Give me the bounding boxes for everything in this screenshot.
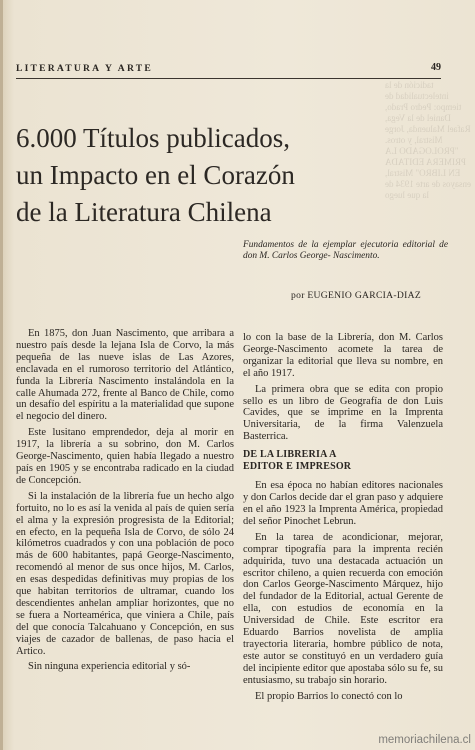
- paragraph: El propio Barrios lo conectó con lo: [255, 690, 403, 702]
- section-heading: [243, 449, 443, 472]
- paragraph: Sin ninguna experiencia editorial y só-: [28, 661, 191, 673]
- paragraph: La primera obra que se edita con propio sello es un libro de Geografía de don Luis Cavides, que se imprime en la Imprenta Universitaria, de la firma Valenzuela Basterrica.: [243, 383, 443, 443]
- title-line: un Impacto en el Corazón: [16, 160, 295, 190]
- running-header: [16, 63, 441, 79]
- section-heading-line: EDITOR E IMPRESOR: [243, 460, 352, 472]
- right-column: [243, 332, 443, 706]
- page-number: 49: [431, 62, 441, 73]
- bleed-through-text: tadición de la intelectualidad de tiempo: Pedro Prado, Daniel de la Vega, Rafael Maluenda, Jorge Mistral, y otros. "PROLOGADO LA PRIMERA EDITADA EN LIBRO" Mistral, ensayos de arte 1934 de la que luego: [385, 80, 471, 200]
- article-subtitle: Fundamentos de la ejemplar ejecutoria editorial de don M. Carlos George- Nascimento.: [243, 240, 448, 262]
- title-line: 6.000 Títulos publicados,: [16, 123, 290, 153]
- paragraph: En la tarea de acondicionar, mejorar, comprar tipografía para la imprenta recién adquirida, tuvo una destacada actuación un escritor chileno, a quien recuerda con emoción don Carlos George-Nascimento Márquez, hijo del fundador de la Editorial, actual Gerente de ella, con estudios de economía en la Universidad de Chile. Este escritor era Eduardo Barrios novelista de amplia trayectoria literaria, hombre público de nota, este autor se constituyó en un verdadero guía del incipiente editor que apostaba sólo su fe, su entusiasmo, su trabajo sin horario.: [243, 531, 443, 686]
- paragraph: lo con la base de la Librería, don M. Carlos George-Nascimento acomete la tarea de organizar la editorial que lleva su nombre, en el año 1917.: [243, 332, 443, 379]
- header-rule: [16, 78, 441, 79]
- article-byline: por EUGENIO GARCIA-DIAZ: [291, 290, 421, 301]
- paragraph: En 1875, don Juan Nascimento, que arribara a nuestro país desde la lejana Isla de Corvo, la más pequeña de las nueve islas de Las Azores, enclavada en el rumoroso territorio del Atlántico, funda la Librería Nascimento instalándola en la calle Ahumada 272, frente al Banco de Chile, como un desafío del espíritu a la materialidad que supone el negocio del dinero.: [16, 328, 234, 423]
- paragraph: Este lusitano emprendedor, deja al morir en 1917, la librería a su sobrino, don M. Carlos George-Nascimento, quien había llegado a nuestro país en 1905 y se encontraba radicado en la ciudad de Concepción.: [16, 427, 234, 486]
- watermark: memoriachilena.cl: [378, 734, 471, 746]
- section-label: LITERATURA Y ARTE: [16, 63, 153, 74]
- paragraph: En esa época no habían editores nacionales y don Carlos decide dar el gran paso y adquiere en el año 1923 la Imprenta América, propiedad del señor Pinochet Lebrun.: [243, 480, 443, 527]
- page-fold-shadow: [0, 0, 3, 750]
- title-line: de la Literatura Chilena: [16, 197, 272, 227]
- left-column: [16, 328, 234, 677]
- section-heading-line: DE LA LIBRERIA A: [243, 449, 337, 461]
- article-title: [16, 120, 436, 231]
- paragraph: Si la instalación de la librería fue un hecho algo fortuito, no lo es así la venida al país de quien sería el alma y la expresión progresista de la Editorial; en efecto, en la pequeña Isla de Corvo, de sólo 24 kilómetros cuadrados y con una población de poco más de 600 habitantes, papá George-Nascimento, recomendó al menor de sus once hijos, M. Carlos, en esas despedidas definitivas muy propias de los que habitan territorios de ultramar, cuando los descendientes anhelan ampliar horizontes, que no se fuera a Norteamérica, que viniera a Chile, país del que conocía Talcahuano y Concepción, en sus viajes de cazador de ballenas, de paso hacia el Artico.: [16, 490, 234, 657]
